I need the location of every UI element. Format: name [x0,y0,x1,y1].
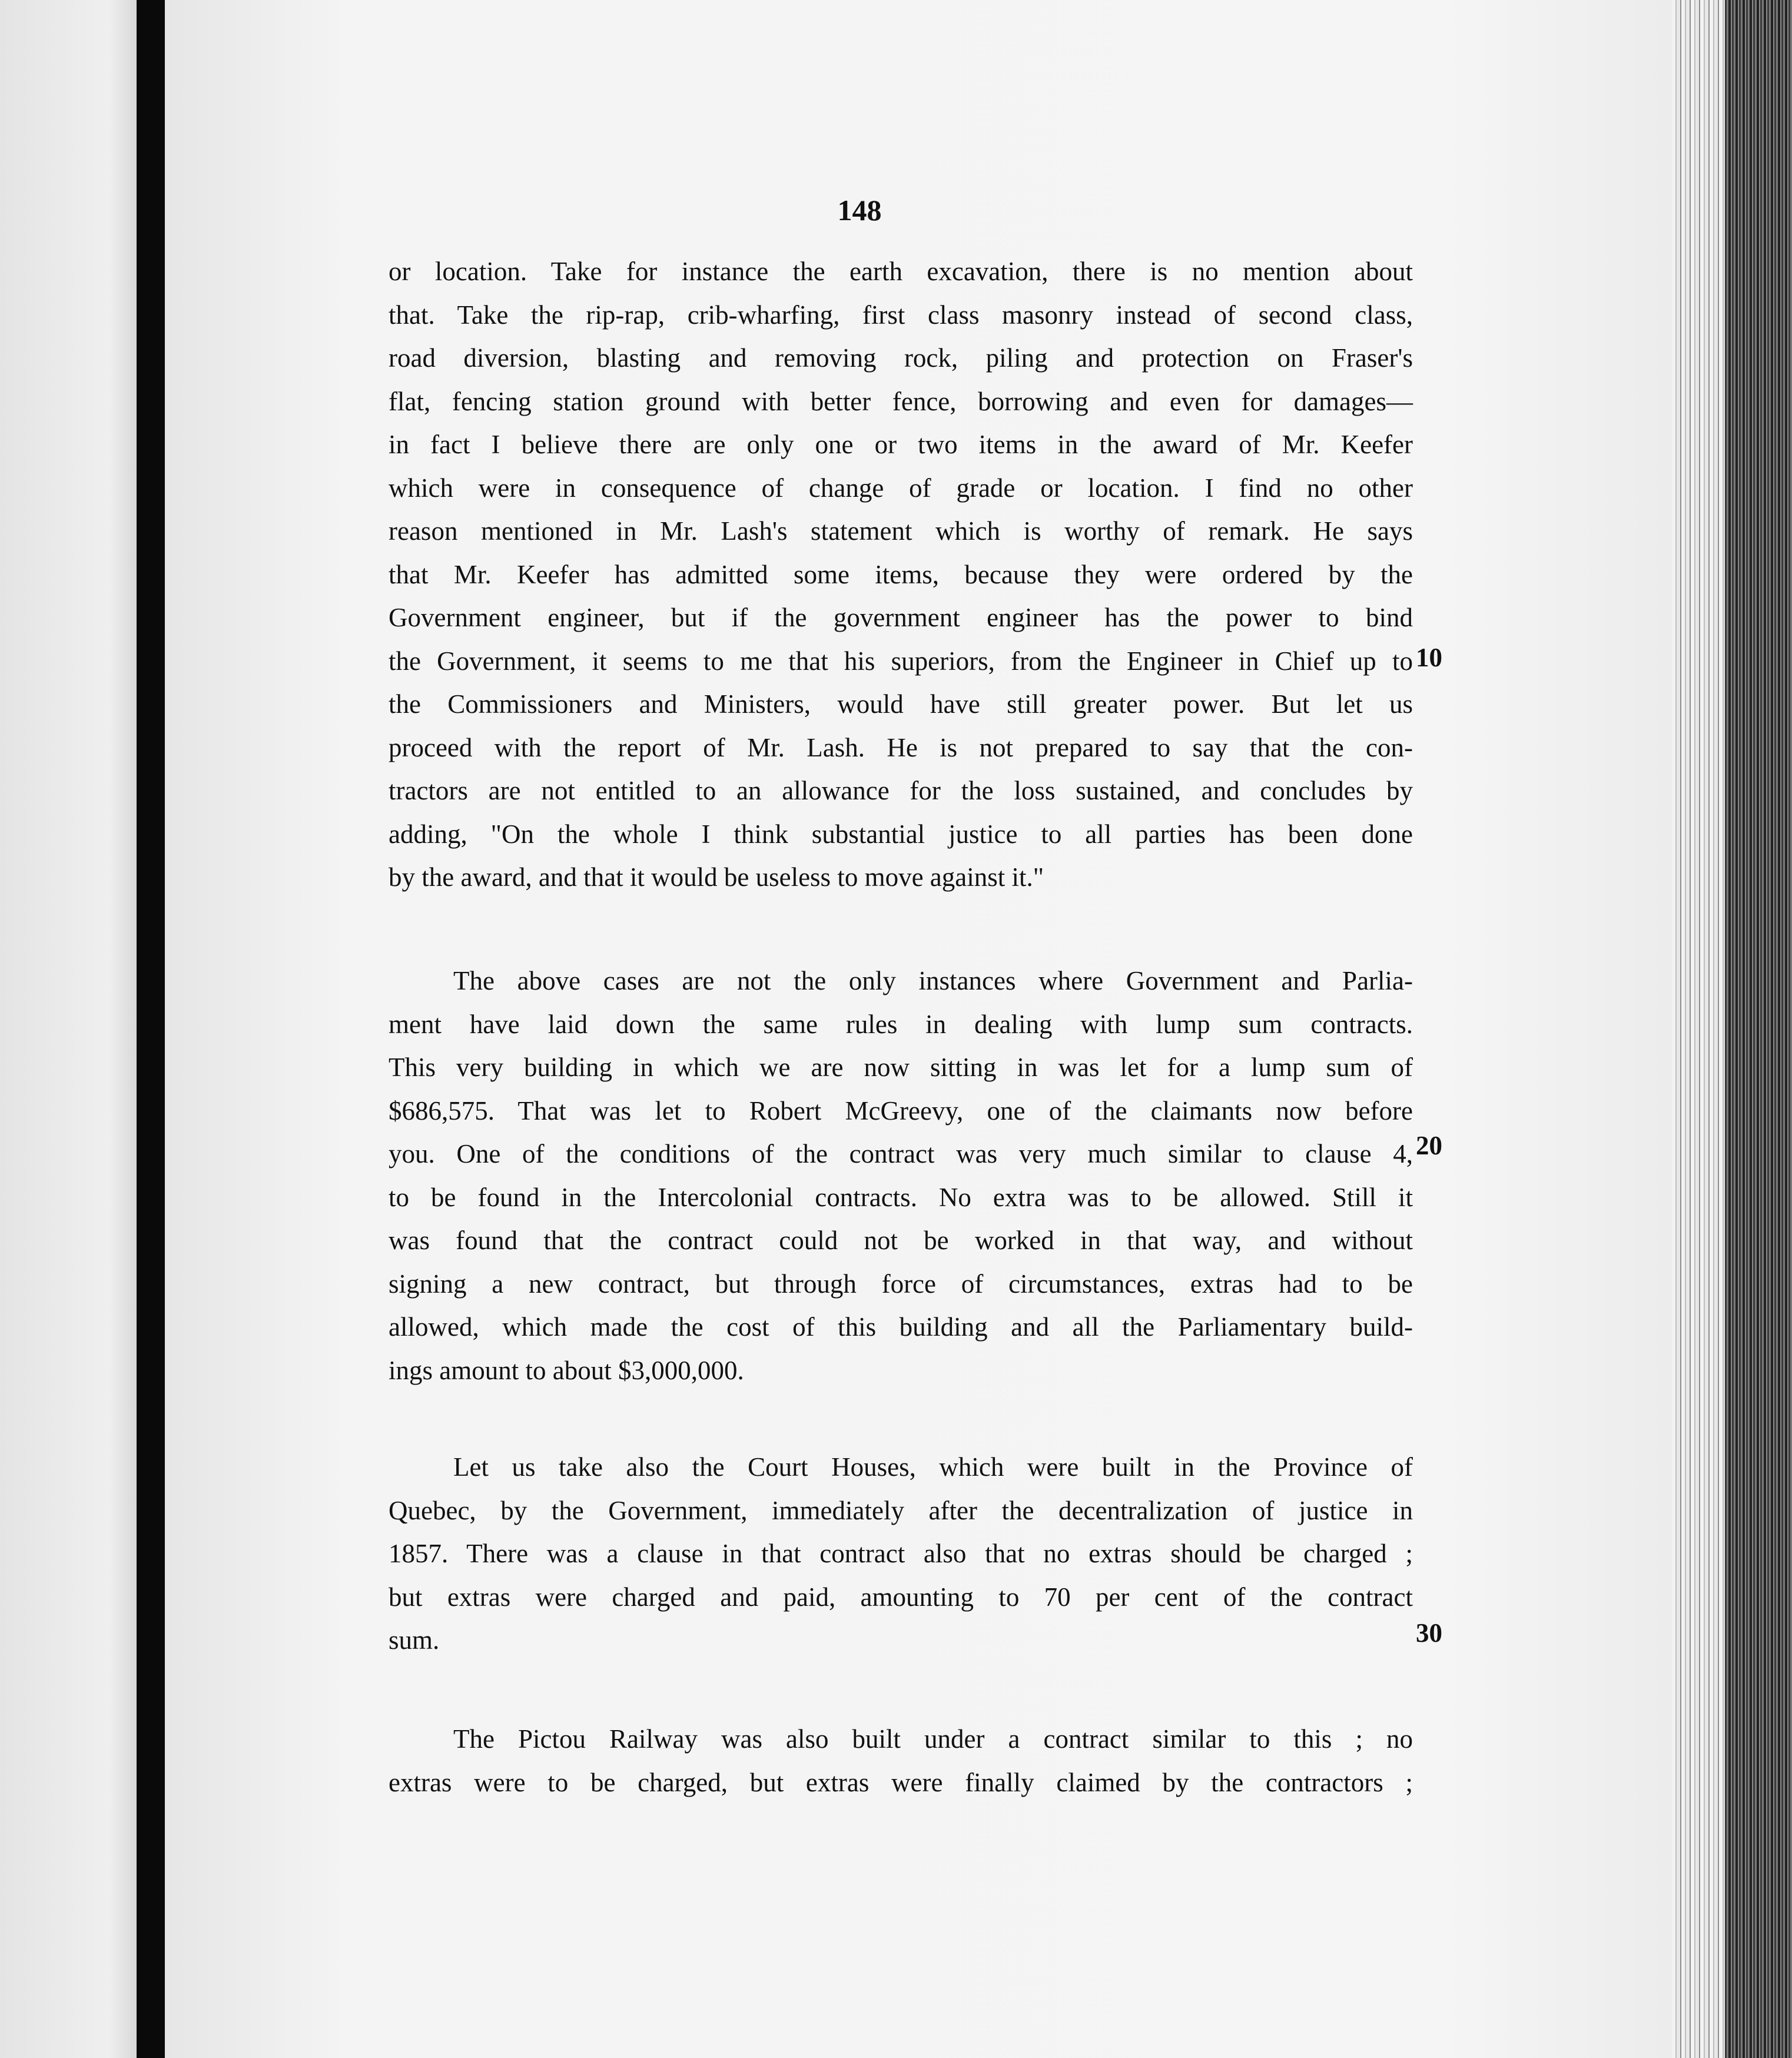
text-line: signing a new contract, but through force of circumstances, extras had to be [389,1269,1413,1299]
page-number: 148 [837,194,882,227]
text-line: the Government, it seems to me that his superiors, from the Engineer in Chief up to [389,646,1413,676]
text-line: to be found in the Intercolonial contracts. No extra was to be allowed. Still it [389,1182,1413,1212]
text-line: was found that the contract could not be worked in that way, and without [389,1226,1413,1255]
text-line: you. One of the conditions of the contract was very much similar to clause 4, [389,1139,1413,1169]
text-line: $686,575. That was let to Robert McGreevy, one of the claimants now before [389,1096,1413,1126]
text-line: road diversion, blasting and removing rock, piling and protection on Fraser's [389,343,1413,373]
text-line: ment have laid down the same rules in dealing with lump sum contracts. [389,1009,1413,1039]
text-line: proceed with the report of Mr. Lash. He is not prepared to say that the con- [389,732,1413,762]
margin-line-number: 10 [1416,643,1442,672]
paragraph-3 [389,1446,1413,1662]
text-line: extras were to be charged, but extras were finally claimed by the contractors ; [389,1767,1413,1797]
text-line: Government engineer, but if the government engineer has the power to bind [389,603,1413,632]
text-line: or location. Take for instance the earth excavation, there is no mention about [389,257,1413,286]
text-line: but extras were charged and paid, amounting to 70 per cent of the contract [389,1582,1413,1612]
page-stack-shadow [1725,0,1792,2058]
text-line: which were in consequence of change of grade or location. I find no other [389,473,1413,503]
text-line: the Commissioners and Ministers, would have still greater power. But let us [389,689,1413,719]
text-line: reason mentioned in Mr. Lash's statement which is worthy of remark. He says [389,516,1413,546]
paragraph-2 [389,960,1413,1392]
left-page-edge [0,0,137,2058]
text-line: allowed, which made the cost of this building and all the Parliamentary build- [389,1312,1413,1342]
text-line: tractors are not entitled to an allowance for the loss sustained, and concludes by [389,776,1413,805]
text-line: 1857. There was a clause in that contract also that no extras should be charged ; [389,1539,1413,1568]
text-line: Quebec, by the Government, immediately after the decentralization of justice in [389,1495,1413,1525]
text-line: sum. [389,1625,440,1655]
text-line: Let us take also the Court Houses, which were built in the Province of [453,1452,1413,1482]
margin-line-number: 30 [1416,1618,1442,1648]
text-line: by the award, and that it would be useless to move against it." [389,862,1044,892]
text-line: that Mr. Keefer has admitted some items, because they were ordered by the [389,559,1413,589]
text-line: flat, fencing station ground with better fence, borrowing and even for damages— [389,386,1413,416]
text-line: The Pictou Railway was also built under a contract similar to this ; no [453,1724,1413,1754]
text-line: in fact I believe there are only one or two items in the award of Mr. Keefer [389,430,1413,459]
paragraph-4 [389,1718,1413,1804]
book-spine [137,0,165,2058]
paragraph-1 [389,250,1413,899]
text-line: that. Take the rip-rap, crib-wharfing, first class masonry instead of second class, [389,300,1413,330]
text-line: The above cases are not the only instances where Government and Parlia- [453,966,1413,995]
text-line: This very building in which we are now sitting in was let for a lump sum of [389,1053,1413,1082]
margin-line-number: 20 [1416,1131,1442,1160]
text-line: ings amount to about $3,000,000. [389,1355,744,1385]
text-line: adding, "On the whole I think substantial justice to all parties has been done [389,819,1413,849]
